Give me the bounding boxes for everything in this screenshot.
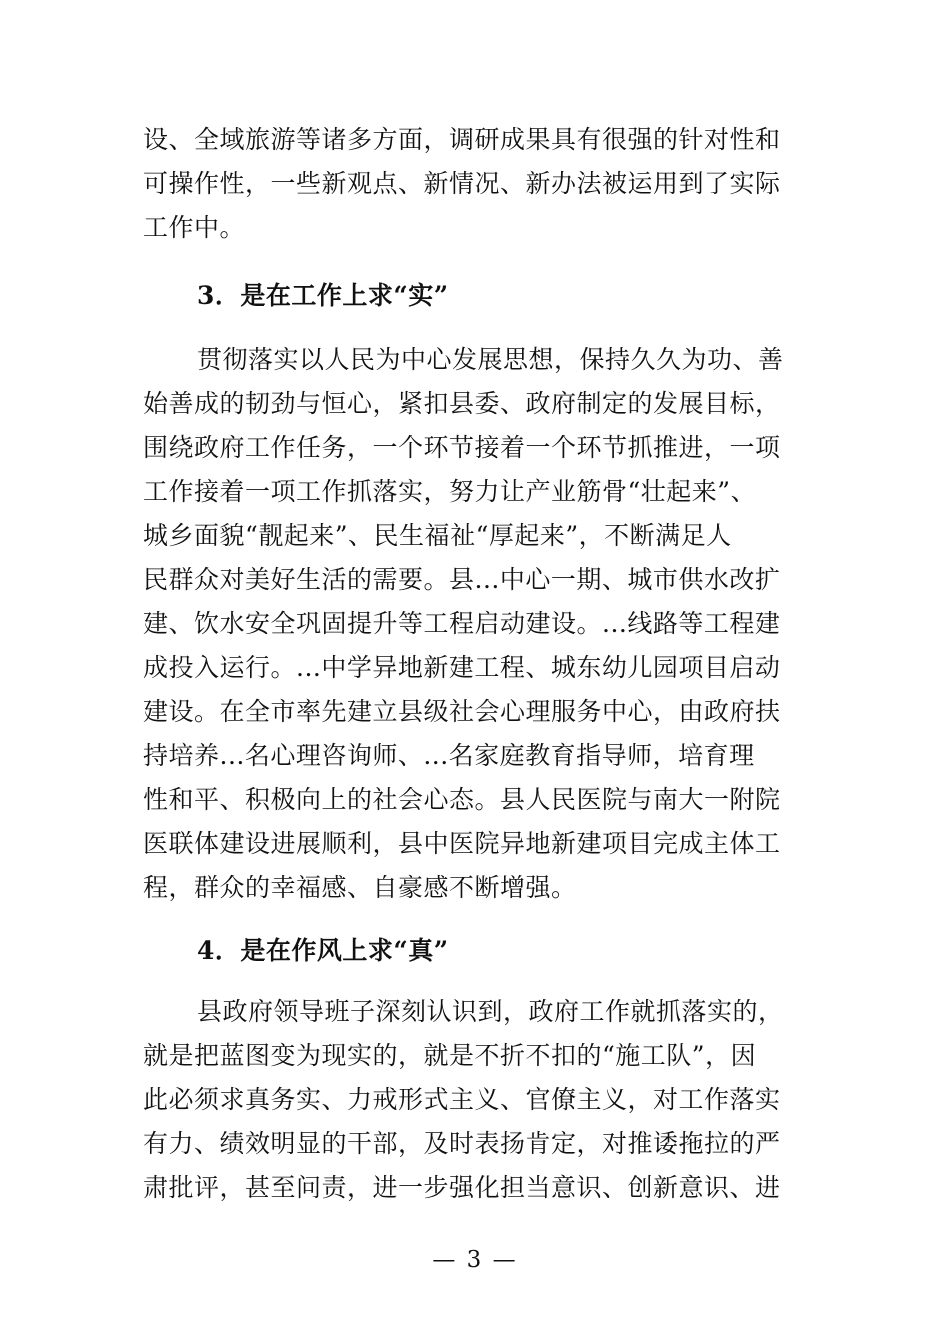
- paragraph-line: 贯彻落实以人民为中心发展思想，保持久久为功、善: [197, 345, 784, 374]
- paragraph-line: 成投入运行。...中学异地新建工程、城东幼儿园项目启动: [143, 653, 781, 682]
- paragraph-line: 始善成的韧劲与恒心，紧扣县委、政府制定的发展目标，: [143, 389, 781, 418]
- paragraph-line: 持培养...名心理咨询师、...名家庭教育指导师，培育理: [143, 741, 755, 770]
- paragraph-line: 建、饮水安全巩固提升等工程启动建设。...线路等工程建: [143, 609, 781, 638]
- section-heading-3: 3．是在工作上求“实”: [197, 281, 449, 310]
- paragraph-line: 有力、绩效明显的干部，及时表扬肯定，对推诿拖拉的严: [143, 1129, 781, 1158]
- paragraph-line: 医联体建设进展顺利，县中医院异地新建项目完成主体工: [143, 829, 781, 858]
- paragraph-line: 肃批评，甚至问责，进一步强化担当意识、创新意识、进: [143, 1173, 781, 1202]
- paragraph-line: 围绕政府工作任务，一个环节接着一个环节抓推进，一项: [143, 433, 781, 462]
- page-number: — 3 —: [432, 1247, 518, 1273]
- paragraph-line: 城乡面貌“靓起来”、民生福祉“厚起来”，不断满足人: [143, 521, 732, 550]
- paragraph-line: 可操作性，一些新观点、新情况、新办法被运用到了实际: [143, 169, 781, 198]
- paragraph-line: 工作接着一项工作抓落实，努力让产业筋骨“壮起来”、: [143, 477, 757, 506]
- paragraph-line: 此必须求真务实、力戒形式主义、官僚主义，对工作落实: [143, 1085, 781, 1114]
- paragraph-line: 民群众对美好生活的需要。县...中心一期、城市供水改扩: [143, 565, 781, 594]
- paragraph-line: 设、全域旅游等诸多方面，调研成果具有很强的针对性和: [143, 125, 781, 154]
- paragraph-line: 就是把蓝图变为现实的，就是不折不扣的“施工队”，因: [143, 1041, 757, 1070]
- paragraph-line: 建设。在全市率先建立县级社会心理服务中心，由政府扶: [143, 697, 781, 726]
- paragraph-line: 县政府领导班子深刻认识到，政府工作就抓落实的，: [197, 997, 784, 1026]
- paragraph-line: 工作中。: [143, 213, 246, 242]
- paragraph-line: 性和平、积极向上的社会心态。县人民医院与南大一附院: [143, 785, 781, 814]
- section-heading-4: 4．是在作风上求“真”: [197, 936, 449, 965]
- paragraph-line: 程，群众的幸福感、自豪感不断增强。: [143, 873, 577, 902]
